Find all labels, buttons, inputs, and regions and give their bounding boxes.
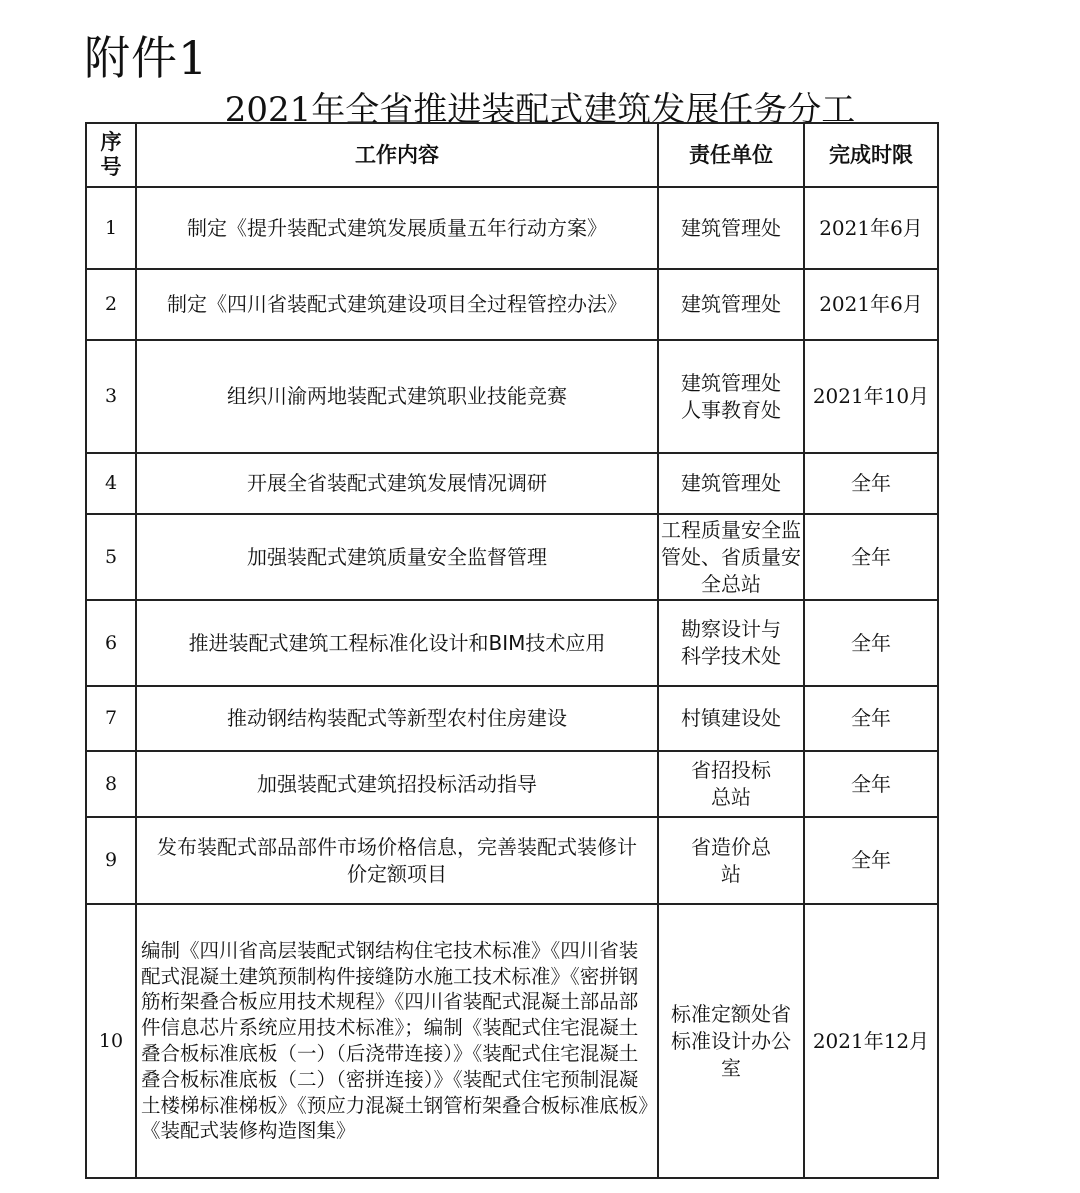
- row-content: 组织川渝两地装配式建筑职业技能竞赛: [136, 340, 658, 453]
- row-deadline: 全年: [804, 751, 938, 817]
- row-unit: 省招投标总站: [658, 751, 804, 817]
- row-no: 4: [86, 453, 136, 514]
- header-deadline: 完成时限: [804, 123, 938, 187]
- row-no: 10: [86, 904, 136, 1178]
- row-no: 8: [86, 751, 136, 817]
- row-content: 发布装配式部品部件市场价格信息，完善装配式装修计价定额项目: [136, 817, 658, 904]
- document-title: 2021年全省推进装配式建筑发展任务分工: [224, 90, 856, 130]
- header-row: [86, 123, 938, 187]
- table-row: [86, 751, 938, 817]
- row-content: 制定《提升装配式建筑发展质量五年行动方案》: [136, 187, 658, 269]
- table-row: [86, 686, 938, 751]
- row-unit: 勘察设计与科学技术处: [658, 600, 804, 686]
- task-table: [85, 122, 939, 1179]
- table-row: [86, 904, 938, 1178]
- row-unit: 建筑管理处: [658, 187, 804, 269]
- row-content: 加强装配式建筑质量安全监督管理: [136, 514, 658, 600]
- table-row: [86, 817, 938, 904]
- row-unit: 建筑管理处: [658, 453, 804, 514]
- row-content: 加强装配式建筑招投标活动指导: [136, 751, 658, 817]
- table-row: [86, 187, 938, 269]
- row-deadline: 2021年10月: [804, 340, 938, 453]
- row-deadline: 2021年12月: [804, 904, 938, 1178]
- row-unit: 工程质量安全监管处、省质量安全总站: [658, 514, 804, 600]
- row-content: 推动钢结构装配式等新型农村住房建设: [136, 686, 658, 751]
- row-no: 1: [86, 187, 136, 269]
- row-deadline: 全年: [804, 514, 938, 600]
- row-deadline: 2021年6月: [804, 187, 938, 269]
- row-content: 制定《四川省装配式建筑建设项目全过程管控办法》: [136, 269, 658, 340]
- row-deadline: 全年: [804, 453, 938, 514]
- row-unit: 标准定额处省标准设计办公室: [658, 904, 804, 1178]
- row-deadline: 2021年6月: [804, 269, 938, 340]
- row-deadline: 全年: [804, 817, 938, 904]
- header-unit: 责任单位: [658, 123, 804, 187]
- row-no: 2: [86, 269, 136, 340]
- table-row: [86, 600, 938, 686]
- row-content: 开展全省装配式建筑发展情况调研: [136, 453, 658, 514]
- row-no: 3: [86, 340, 136, 453]
- row-unit: 省造价总站: [658, 817, 804, 904]
- row-deadline: 全年: [804, 686, 938, 751]
- header-no: 序 号: [86, 123, 136, 187]
- row-unit: 建筑管理处人事教育处: [658, 340, 804, 453]
- attachment-label: 附件1: [84, 31, 209, 85]
- row-no: 7: [86, 686, 136, 751]
- table-row: [86, 453, 938, 514]
- row-content: 推进装配式建筑工程标准化设计和BIM技术应用: [136, 600, 658, 686]
- header-content: 工作内容: [136, 123, 658, 187]
- row-deadline: 全年: [804, 600, 938, 686]
- table-row: [86, 340, 938, 453]
- row-no: 9: [86, 817, 136, 904]
- row-content: 编制《四川省高层装配式钢结构住宅技术标准》《四川省装配式混凝土建筑预制构件接缝防水施工技术标准》《密拼钢筋桁架叠合板应用技术规程》《四川省装配式混凝土部品部件信息芯片系统应用技术标准》；编制《装配式住宅混凝土叠合板标准底板（一）（后浇带连接）》《装配式住宅混凝土叠合板标准底板（二）（密拼连接）》《装配式住宅预制混凝土楼梯标准梯板》《预应力混凝土钢管桁架叠合板标准底板》《装配式装修构造图集》: [136, 904, 658, 1178]
- table-row: [86, 514, 938, 600]
- row-no: 6: [86, 600, 136, 686]
- row-unit: 村镇建设处: [658, 686, 804, 751]
- row-unit: 建筑管理处: [658, 269, 804, 340]
- row-no: 5: [86, 514, 136, 600]
- table-row: [86, 269, 938, 340]
